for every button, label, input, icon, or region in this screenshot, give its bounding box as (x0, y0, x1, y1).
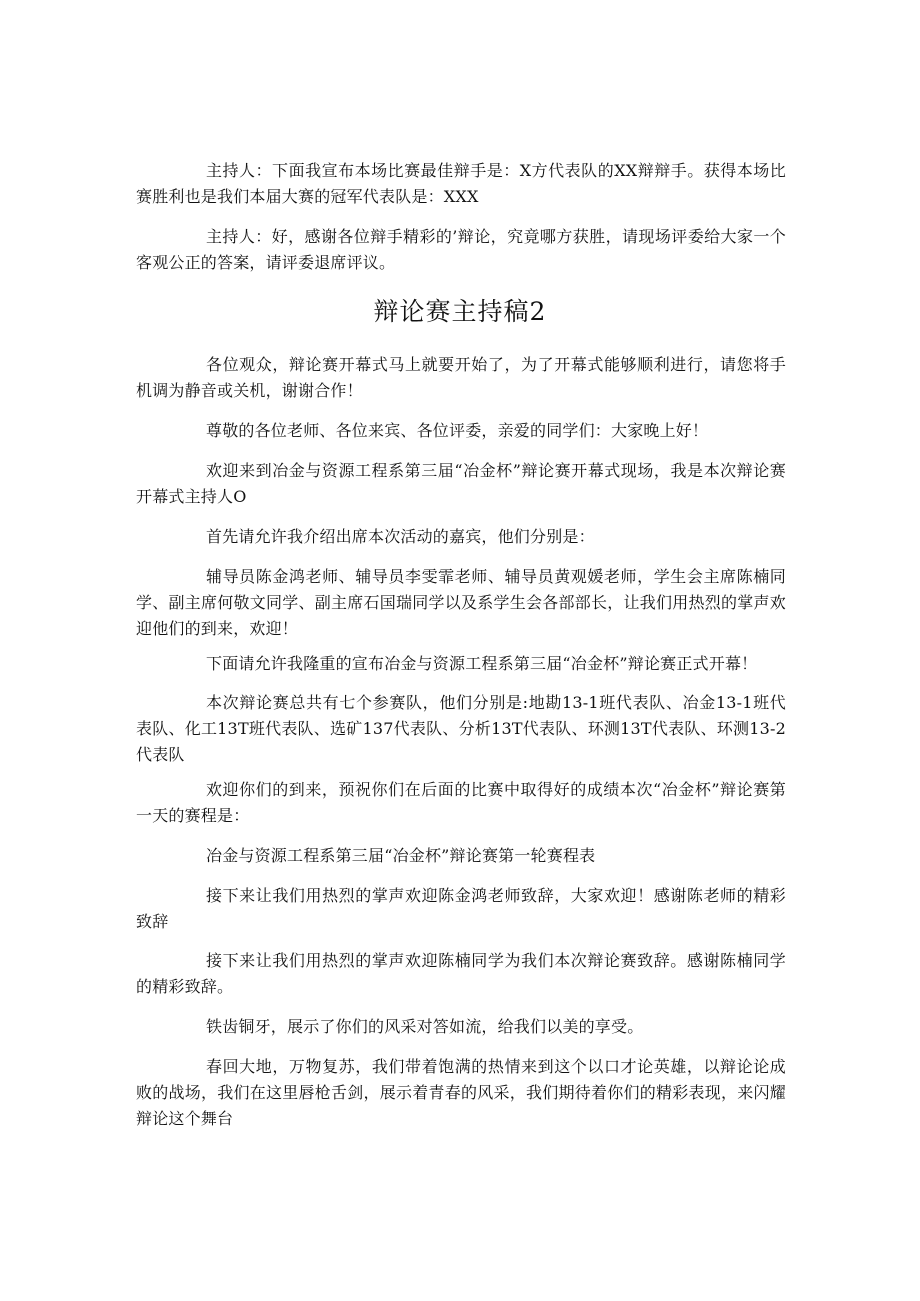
paragraph-2: 尊敬的各位老师、各位来宾、各位评委，亲爱的同学们：大家晚上好！ (206, 421, 709, 440)
paragraph-11: 接下来让我们用热烈的掌声欢迎陈楠同学为我们本次辩论赛致辞。感谢陈楠同学的精彩致辞。 (136, 951, 786, 996)
intro-paragraph-2: 主持人：好，感谢各位辩手精彩的’辩论，究竟哪方获胜，请现场评委给大家一个客观公正的答案，请评委退席评议。 (136, 227, 786, 272)
paragraph-9: 冶金与资源工程系第三届“冶金杯”辩论赛第一轮赛程表 (206, 846, 596, 865)
paragraph-3: 欢迎来到冶金与资源工程系第三届“冶金杯”辩论赛开幕式现场，我是本次辩论赛开幕式主持人O (136, 461, 786, 506)
paragraph-7: 本次辩论赛总共有七个参赛队，他们分别是:地勘13-1班代表队、冶金13-1班代表队、化工13T班代表队、选矿137代表队、分析13T代表队、环测13T代表队、环测13-2代表队 (136, 693, 786, 764)
intro-paragraph-1: 主持人：下面我宣布本场比赛最佳辩手是：X方代表队的XX辩辩手。获得本场比赛胜利也是我们本届大赛的冠军代表队是：XXX (136, 161, 786, 206)
paragraph-10: 接下来让我们用热烈的掌声欢迎陈金鸿老师致辞，大家欢迎！感谢陈老师的精彩致辞 (136, 886, 786, 931)
paragraph-5: 辅导员陈金鸿老师、辅导员李雯霏老师、辅导员黄观媛老师，学生会主席陈楠同学、副主席何敬文同学、副主席石国瑞同学以及系学生会各部部长，让我们用热烈的掌声欢迎他们的到来，欢迎！ (136, 567, 786, 638)
paragraph-6: 下面请允许我隆重的宣布冶金与资源工程系第三届“冶金杯”辩论赛正式开幕！ (206, 654, 758, 673)
paragraph-8: 欢迎你们的到来，预祝你们在后面的比赛中取得好的成绩本次“冶金杯”辩论赛第一天的赛程是： (136, 780, 786, 825)
paragraph-13: 春回大地，万物复苏，我们带着饱满的热情来到这个以口才论英雄，以辩论论成败的战场，我们在这里唇枪舌剑，展示着青春的风采，我们期待着你们的精彩表现，来闪耀辩论这个舞台 (136, 1057, 786, 1128)
paragraph-1: 各位观众，辩论赛开幕式马上就要开始了，为了开幕式能够顺利进行，请您将手机调为静音或关机，谢谢合作！ (136, 355, 786, 400)
paragraph-4: 首先请允许我介绍出席本次活动的嘉宾，他们分别是： (206, 527, 595, 546)
paragraph-12: 铁齿铜牙，展示了你们的风采对答如流，给我们以美的享受。 (206, 1017, 644, 1036)
document-title: 辩论赛主持稿2 (373, 297, 547, 326)
